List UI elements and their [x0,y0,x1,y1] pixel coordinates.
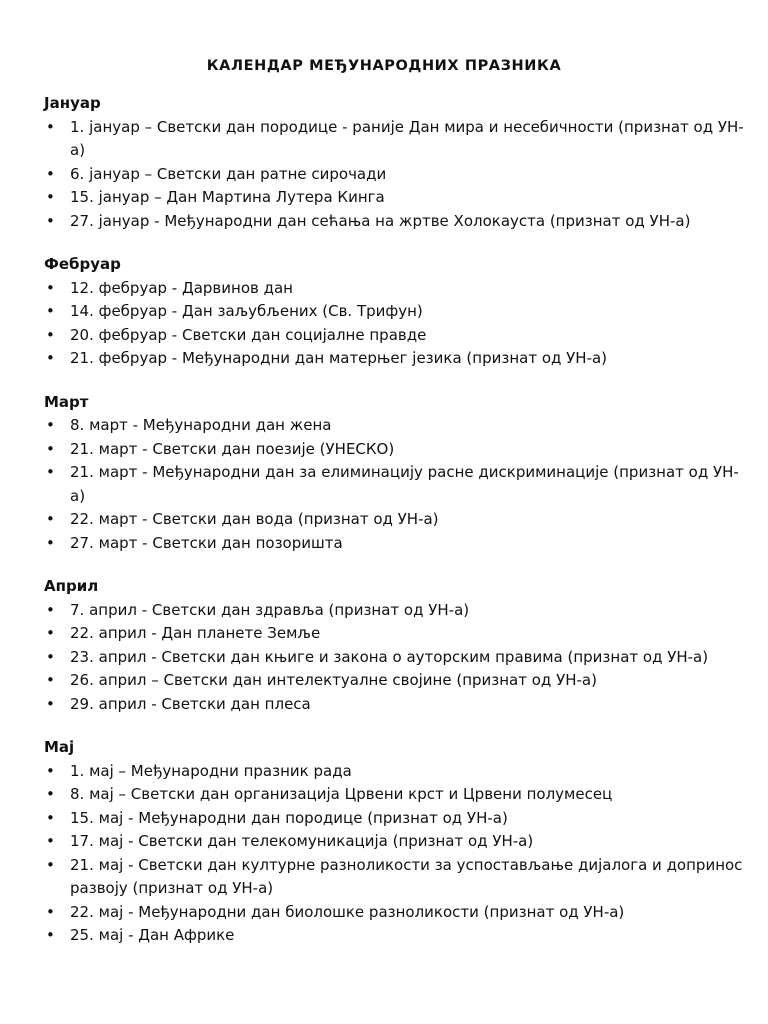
holiday-list [44,599,744,717]
list-item: • 8. мај – Светски дан организација Црвени крст и Црвени полумесец [44,783,744,807]
list-item: • 21. мај - Светски дан културне разноликости за успостављање дијалога и допринос развоју (признат од УН-а) [44,854,744,901]
list-item: • 17. мај - Светски дан телекомуникација (признат од УН-а) [44,830,744,854]
month-section-march [44,391,744,556]
list-item: • 26. април – Светски дан интелектуалне својине (признат од УН-а) [44,669,744,693]
list-item: • 12. фебруар - Дарвинов дан [44,277,744,301]
list-item: • 27. март - Светски дан позоришта [44,532,744,556]
holiday-list [44,414,744,555]
month-heading: Мај [44,738,75,756]
list-item: • 8. март - Међународни дан жена [44,414,744,438]
calendar-content [44,92,744,968]
document-title: КАЛЕНДАР МЕЂУНАРОДНИХ ПРАЗНИКА [206,58,562,74]
month-section-february [44,253,744,371]
month-section-january [44,92,744,233]
month-section-may [44,736,744,948]
holiday-list [44,277,744,371]
list-item: • 6. јануар – Светски дан ратне сирочади [44,163,744,187]
month-heading: Март [44,392,89,411]
list-item: • 1. мај – Међународни празник рада [44,760,744,784]
list-item: • 21. фебруар - Међународни дан матерњег језика (признат од УН-а) [44,347,744,371]
list-item: • 22. март - Светски дан вода (признат од УН-а) [44,508,744,532]
holiday-list [44,760,744,948]
list-item: • 15. мај - Међународни дан породице (признат од УН-а) [44,807,744,831]
list-item: • 29. април - Светски дан плеса [44,693,744,717]
list-item: • 7. април - Светски дан здравља (признат од УН-а) [44,599,744,623]
list-item: • 22. мај - Међународни дан биолошке разноликости (признат од УН-а) [44,901,744,925]
month-heading: Јануар [44,94,101,112]
month-section-april [44,575,744,716]
list-item: • 14. фебруар - Дан заљубљених (Св. Трифун) [44,300,744,324]
list-item: • 1. јануар – Светски дан породице - раније Дан мира и несебичности (признат од УН-а) [44,116,744,163]
month-heading: Април [44,577,99,595]
list-item: • 23. април - Светски дан књиге и закона о ауторским правима (признат од УН-а) [44,646,744,670]
holiday-list [44,116,744,234]
list-item: • 21. март - Светски дан поезије (УНЕСКО) [44,438,744,462]
list-item: • 20. фебруар - Светски дан социјалне правде [44,324,744,348]
list-item: • 27. јануар - Међународни дан сећања на жртве Холокауста (признат од УН-а) [44,210,744,234]
list-item: • 25. мај - Дан Африке [44,924,744,948]
list-item: • 22. април - Дан планете Земље [44,622,744,646]
list-item: • 21. март - Међународни дан за елиминацију расне дискриминације (признат од УН-а) [44,461,744,508]
list-item: • 15. јануар – Дан Мартина Лутера Кинга [44,186,744,210]
month-heading: Фебруар [44,255,121,273]
